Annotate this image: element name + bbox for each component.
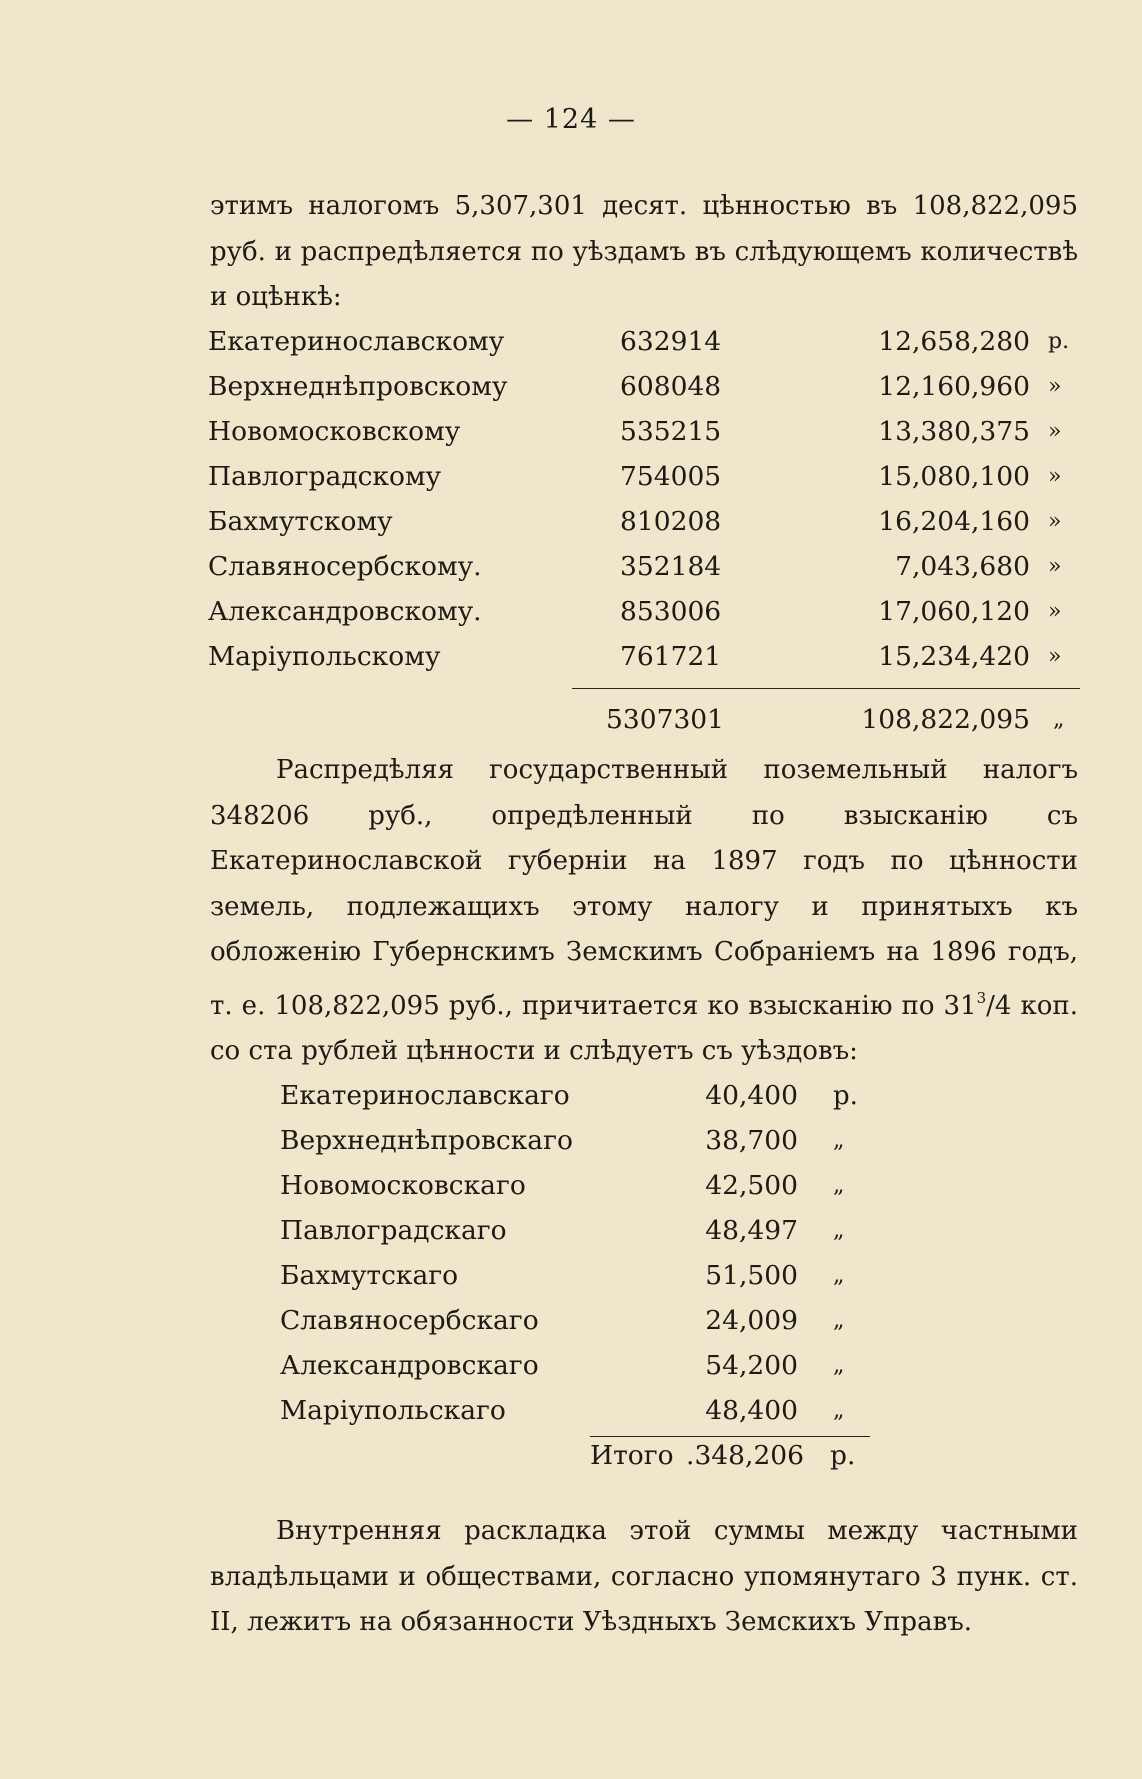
unit-mark: р. bbox=[830, 1440, 856, 1471]
uezd-name: Новомосковскому bbox=[208, 416, 461, 447]
valuation-value: 17,060,120 bbox=[878, 596, 1030, 627]
table-row bbox=[280, 1076, 880, 1116]
unit-mark: „ bbox=[833, 1218, 845, 1243]
total-area: 5307301 bbox=[606, 704, 725, 735]
unit-mark: » bbox=[1048, 464, 1062, 489]
unit-mark: » bbox=[1048, 509, 1062, 534]
uezd-name: Маріупольскому bbox=[208, 641, 441, 672]
unit-mark: » bbox=[1048, 419, 1062, 444]
uezd-name: Екатеринославскому bbox=[208, 326, 505, 357]
area-value: 810208 bbox=[620, 506, 722, 537]
unit-mark: р. bbox=[1048, 329, 1070, 354]
table-row bbox=[280, 1121, 880, 1161]
area-value: 754005 bbox=[620, 461, 722, 492]
uezd-name: Славяносербскаго bbox=[280, 1305, 539, 1336]
valuation-value: 15,080,100 bbox=[878, 461, 1030, 492]
unit-mark: „ bbox=[1053, 707, 1065, 732]
valuation-value: 16,204,160 bbox=[878, 506, 1030, 537]
tax-value: 38,700 bbox=[705, 1125, 798, 1156]
unit-mark: » bbox=[1048, 374, 1062, 399]
intro-paragraph: этимъ налогомъ 5,307,301 десят. цѣнностью въ 108,822,095 руб. и распредѣляется по уѣздамъ въ слѣдующемъ количествѣ и оцѣнкѣ: bbox=[210, 191, 1078, 312]
tax-value: 54,200 bbox=[705, 1350, 798, 1381]
tax-value: 42,500 bbox=[705, 1170, 798, 1201]
unit-mark: » bbox=[1048, 554, 1062, 579]
area-value: 535215 bbox=[620, 416, 722, 447]
table-row bbox=[280, 1256, 880, 1296]
unit-mark: „ bbox=[833, 1263, 845, 1288]
table-row bbox=[208, 547, 1088, 587]
unit-mark: „ bbox=[833, 1128, 845, 1153]
uezd-name: Славяносербскому. bbox=[208, 551, 482, 582]
area-value: 761721 bbox=[620, 641, 722, 672]
uezd-name: Павлоградскаго bbox=[280, 1215, 507, 1246]
uezd-name: Екатеринославскаго bbox=[280, 1080, 570, 1111]
uezd-name: Верхнеднѣпровскаго bbox=[280, 1125, 573, 1156]
table-row bbox=[280, 1211, 880, 1251]
table-row bbox=[208, 322, 1088, 362]
tax-value: 48,400 bbox=[705, 1395, 798, 1426]
uezd-name: Новомосковскаго bbox=[280, 1170, 526, 1201]
table-row bbox=[208, 457, 1088, 497]
total-tax: .348,206 bbox=[686, 1440, 805, 1471]
uezd-name: Александровскаго bbox=[280, 1350, 539, 1381]
valuation-value: 13,380,375 bbox=[878, 416, 1030, 447]
valuation-value: 15,234,420 bbox=[878, 641, 1030, 672]
unit-mark: „ bbox=[833, 1353, 845, 1378]
tax-distribution-paragraph: Распредѣляя государственный поземельный налогъ 348206 руб., опредѣленный по взысканію съ Екатеринославской губерніи на 1897 годъ по цѣнности земель, подлежащихъ этому налогу и принятыхъ къ обложенію Губернскимъ Земскимъ Собраніемъ на 1896 годъ, т. е. 108,822,095 руб., причитается ко взысканію по $31^3/4$ коп. со ста рублей цѣнности и слѣдуетъ съ уѣздовъ: bbox=[210, 755, 1078, 1066]
table-row bbox=[280, 1346, 880, 1386]
table-row bbox=[280, 1166, 880, 1206]
uezd-name: Верхнеднѣпровскому bbox=[208, 371, 508, 402]
table-row bbox=[208, 502, 1088, 542]
table-total-row bbox=[590, 1436, 890, 1476]
table-row bbox=[280, 1391, 880, 1431]
tax-value: 40,400 bbox=[705, 1080, 798, 1111]
area-value: 352184 bbox=[620, 551, 722, 582]
unit-mark: „ bbox=[833, 1173, 845, 1198]
area-value: 632914 bbox=[620, 326, 722, 357]
valuation-value: 12,160,960 bbox=[878, 371, 1030, 402]
unit-mark: » bbox=[1048, 644, 1062, 669]
uezd-name: Павлоградскому bbox=[208, 461, 442, 492]
uezd-name: Бахмутскому bbox=[208, 506, 393, 537]
table-row bbox=[208, 592, 1088, 632]
table-row bbox=[208, 637, 1088, 677]
sum-rule bbox=[572, 688, 1080, 689]
valuation-value: 12,658,280 bbox=[878, 326, 1030, 357]
total-label: Итого bbox=[590, 1440, 674, 1471]
unit-mark: р. bbox=[833, 1081, 858, 1111]
unit-mark: „ bbox=[833, 1308, 845, 1333]
page-number: — 124 — bbox=[506, 104, 636, 135]
tax-value: 48,497 bbox=[705, 1215, 798, 1246]
area-value: 608048 bbox=[620, 371, 722, 402]
unit-mark: » bbox=[1048, 599, 1062, 624]
uezd-name: Маріупольскаго bbox=[280, 1395, 506, 1426]
total-valuation: 108,822,095 bbox=[861, 704, 1030, 735]
uezd-name: Бахмутскаго bbox=[280, 1260, 459, 1291]
uezd-name: Александровскому. bbox=[208, 596, 482, 627]
area-value: 853006 bbox=[620, 596, 722, 627]
valuation-value: 7,043,680 bbox=[895, 551, 1030, 582]
table-row bbox=[208, 412, 1088, 452]
table-row bbox=[280, 1301, 880, 1341]
table-total-row bbox=[208, 700, 1088, 740]
unit-mark: „ bbox=[833, 1398, 845, 1423]
closing-paragraph: Внутренняя раскладка этой суммы между частными владѣльцами и обществами, согласно упомянутаго 3 пунк. ст. II, лежитъ на обязанности Уѣздныхъ Земскихъ Управъ. bbox=[210, 1516, 1078, 1637]
tax-value: 24,009 bbox=[705, 1305, 798, 1336]
table-row bbox=[208, 367, 1088, 407]
tax-value: 51,500 bbox=[705, 1260, 798, 1291]
